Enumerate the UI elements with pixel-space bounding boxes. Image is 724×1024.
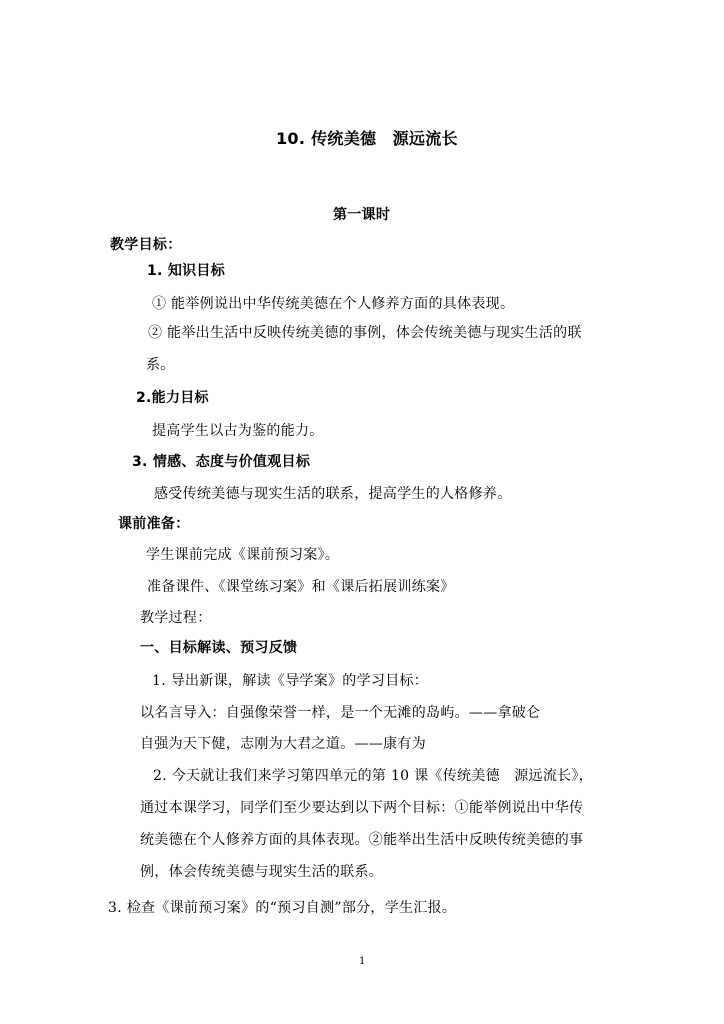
emotion-text: 感受传统美德与现实生活的联系，提高学生的人格修养。: [154, 486, 512, 502]
preparation-heading: 课前准备：: [118, 516, 190, 532]
section-1-step-3: 3. 检查《课前预习案》的“预习自测”部分，学生汇报。: [108, 900, 457, 916]
preparation-line-2: 准备课件、《课堂练习案》和《课后拓展训练案》: [147, 579, 455, 595]
section-1-step-2-line-4: 例，体会传统美德与现实生活的联系。: [140, 864, 384, 880]
process-label: 教学过程：: [140, 610, 212, 626]
section-1-step-2-line-2: 通过本课学习，同学们至少要达到以下两个目标：①能举例说出中华传: [140, 800, 584, 816]
section-1-step-2-line-1: 2. 今天就让我们来学习第四单元的第 10 课《传统美德 源远流长》，: [153, 768, 594, 784]
section-1-heading: 一、目标解读、预习反馈: [140, 640, 298, 656]
knowledge-item-2-line-2: 系。: [146, 357, 175, 373]
quote-napoleon: 以名言导入：自强像荣誉一样，是一个无滩的岛屿。——拿破仑: [140, 705, 541, 721]
lesson-label: 第一课时: [333, 207, 391, 223]
preparation-line-1: 学生课前完成《课前预习案》。: [146, 547, 340, 563]
ability-text: 提高学生以古为鉴的能力。: [152, 423, 324, 439]
knowledge-item-2-line-1: ② 能举出生活中反映传统美德的事例，体会传统美德与现实生活的联: [148, 325, 582, 341]
section-1-step-1: 1. 导出新课，解读《导学案》的学习目标：: [152, 673, 429, 689]
ability-heading: 2.能力目标: [136, 390, 209, 406]
knowledge-item-1: ① 能举例说出中华传统美德在个人修养方面的具体表现。: [152, 296, 515, 312]
quote-kang-youwei: 自强为天下健，志刚为大君之道。——康有为: [140, 736, 426, 752]
document-title: 10. 传统美德 源远流长: [276, 129, 458, 148]
page-number: 1: [359, 956, 366, 967]
knowledge-heading: 1. 知识目标: [147, 263, 226, 279]
section-1-step-2-line-3: 统美德在个人修养方面的具体表现。②能举出生活中反映传统美德的事: [140, 832, 584, 848]
emotion-heading: 3. 情感、态度与价值观目标: [132, 454, 311, 470]
objectives-heading: 教学目标：: [110, 237, 182, 253]
